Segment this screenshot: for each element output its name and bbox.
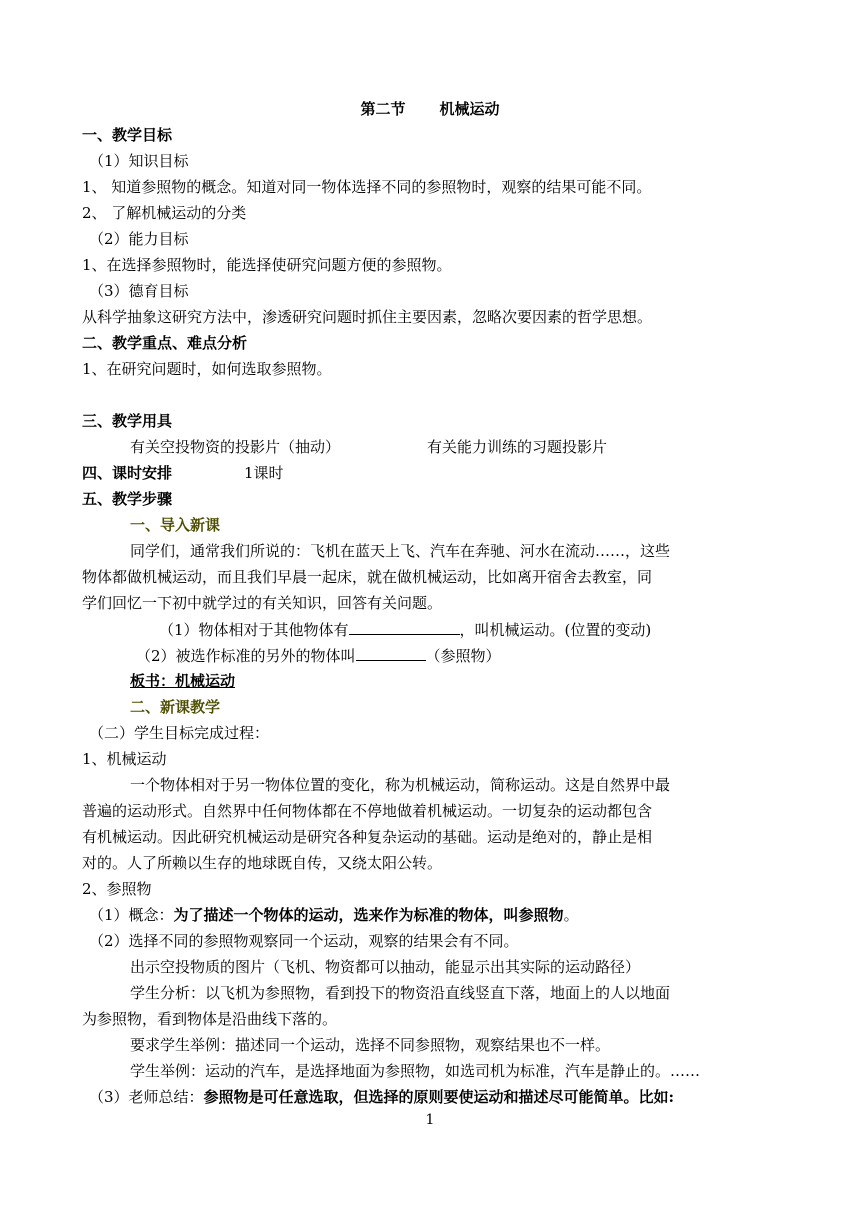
question-2-prefix: （2）被选作标准的另外的物体叫 bbox=[136, 647, 356, 665]
goal-knowledge: （1）知识目标 bbox=[89, 152, 189, 170]
motion-paragraph-line-4: 对的。人了所赖以生存的地球既自传，又绕太阳公转。 bbox=[82, 854, 443, 872]
question-1-prefix: （1）物体相对于其他物体有 bbox=[159, 621, 349, 639]
intro-paragraph-line-1: 同学们，通常我们所说的：飞机在蓝天上飞、汽车在奔驰、河水在流动……，这些 bbox=[130, 542, 671, 560]
intro-paragraph-line-3: 学们回忆一下初中就学过的有关知识，回答有关问题。 bbox=[82, 594, 443, 612]
goal-moral-item-1: 从科学抽象这研究方法中，渗透研究问题时抓住主要因素，忽略次要因素的哲学思想。 bbox=[82, 308, 653, 326]
analysis-line-1: 学生分析：以飞机为参照物，看到投下的物资沿直线竖直下落，地面上的人以地面 bbox=[130, 984, 671, 1002]
tool-2: 有关能力训练的习题投影片 bbox=[427, 438, 608, 456]
step-new-lesson: 二、新课教学 bbox=[130, 698, 221, 716]
question-1-blank bbox=[349, 617, 460, 635]
motion-paragraph-line-1: 一个物体相对于另一物体位置的变化，称为机械运动，简称运动。这是自然界中最 bbox=[130, 776, 671, 794]
question-2-suffix: （参照物） bbox=[425, 647, 501, 665]
heading-2: 二、教学重点、难点分析 bbox=[82, 334, 248, 352]
request-examples: 要求学生举例：描述同一个运动，选择不同参照物，观察结果也不一样。 bbox=[130, 1036, 611, 1054]
question-1-suffix: ，叫机械运动。(位置的变动) bbox=[459, 621, 652, 639]
heading-5: 五、教学步骤 bbox=[82, 490, 173, 508]
summary-text: 参照物是可任意选取，但选择的原则要使运动和描述尽可能简单。比如: bbox=[203, 1088, 675, 1106]
section-mechanical-motion: 1、机械运动 bbox=[82, 750, 167, 768]
title-name: 机械运动 bbox=[439, 100, 500, 118]
heading-4: 四、课时安排 bbox=[82, 464, 173, 482]
title-section: 第二节 bbox=[360, 100, 406, 118]
intro-paragraph-line-2: 物体都做机械运动，而且我们早晨一起床，就在做机械运动，比如离开宿舍去教室，同 bbox=[82, 568, 653, 586]
lesson-count: 1课时 bbox=[244, 464, 284, 482]
goal-moral: （3）德育目标 bbox=[89, 282, 189, 300]
motion-paragraph-line-2: 普遍的运动形式。自然界中任何物体都在不停地做着机械运动。一切复杂的运动都包含 bbox=[82, 802, 653, 820]
question-2 bbox=[136, 643, 501, 668]
concept-label: （1）概念： bbox=[89, 906, 174, 924]
goal-ability: （2）能力目标 bbox=[89, 230, 189, 248]
process-heading: （二）学生目标完成过程： bbox=[89, 724, 270, 742]
analysis-line-2: 为参照物，看到物体是沿曲线下落的。 bbox=[82, 1010, 338, 1028]
concept-2: （2）选择不同的参照物观察同一个运动，观察的结果会有不同。 bbox=[89, 932, 519, 950]
summary-label: （3）老师总结： bbox=[89, 1088, 204, 1106]
board-note: 板书：机械运动 bbox=[130, 672, 236, 690]
heading-3: 三、教学用具 bbox=[82, 412, 173, 430]
concept-line bbox=[89, 903, 579, 927]
page-title bbox=[0, 97, 860, 121]
key-point-1: 1、在研究问题时，如何选取参照物。 bbox=[82, 360, 332, 378]
question-1 bbox=[159, 617, 651, 642]
step-intro: 一、导入新课 bbox=[130, 516, 221, 534]
goal-ability-item-1: 1、在选择参照物时，能选择使研究问题方便的参照物。 bbox=[82, 256, 452, 274]
show-picture: 出示空投物质的图片（飞机、物资都可以抽动，能显示出其实际的运动路径） bbox=[130, 958, 641, 976]
question-2-blank bbox=[356, 643, 426, 661]
tool-1: 有关空投物资的投影片（抽动） bbox=[130, 438, 341, 456]
goal-knowledge-item-2: 2、 了解机械运动的分类 bbox=[82, 204, 247, 222]
concept-end: 。 bbox=[563, 906, 579, 924]
motion-paragraph-line-3: 有机械运动。因此研究机械运动是研究各种复杂运动的基础。运动是绝对的，静止是相 bbox=[82, 828, 653, 846]
student-example: 学生举例：运动的汽车，是选择地面为参照物，如选司机为标准，汽车是静止的。…… bbox=[130, 1062, 701, 1080]
teacher-summary bbox=[89, 1085, 674, 1109]
goal-knowledge-item-1: 1、 知道参照物的概念。知道对同一物体选择不同的参照物时，观察的结果可能不同。 bbox=[82, 178, 652, 196]
concept-definition: 为了描述一个物体的运动，选来作为标准的物体，叫参照物 bbox=[173, 906, 564, 924]
page-number: 1 bbox=[425, 1112, 435, 1128]
section-reference-object: 2、参照物 bbox=[82, 880, 152, 898]
heading-1: 一、教学目标 bbox=[82, 126, 173, 144]
